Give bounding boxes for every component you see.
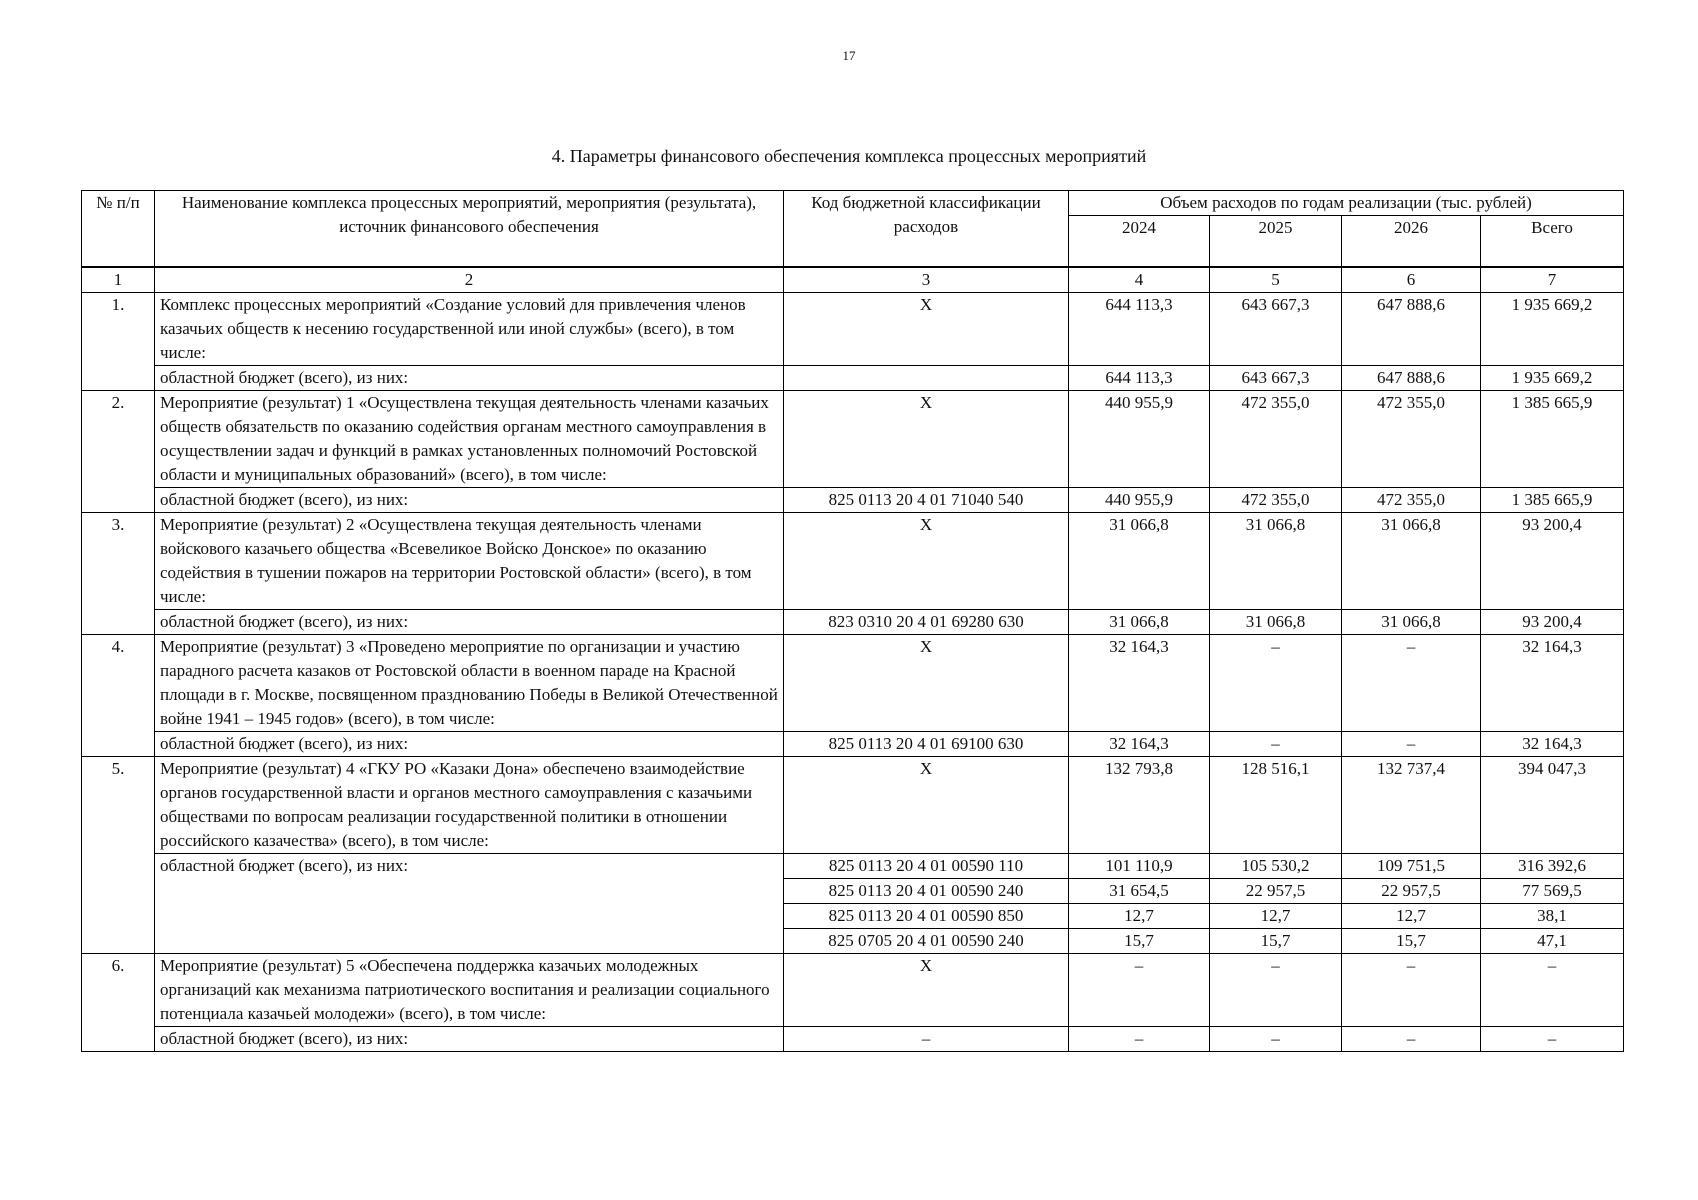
col-number: 6: [1342, 267, 1481, 293]
budget-total: 77 569,5: [1481, 878, 1624, 903]
budget-code: 825 0113 20 4 01 71040 540: [784, 487, 1069, 512]
budget-value-2026: –: [1342, 731, 1481, 756]
budget-value-2026: 647 888,6: [1342, 365, 1481, 390]
budget-value-2024: 644 113,3: [1069, 365, 1210, 390]
header-row: [82, 191, 1624, 216]
budget-total: –: [1481, 1026, 1624, 1051]
budget-source: областной бюджет (всего), из них:: [155, 487, 784, 512]
row-value-2026: –: [1342, 953, 1481, 1026]
row-total: –: [1481, 953, 1624, 1026]
budget-value-2025: 643 667,3: [1210, 365, 1342, 390]
table-row: [82, 634, 1624, 731]
row-value-2026: 31 066,8: [1342, 512, 1481, 609]
row-value-2024: 31 066,8: [1069, 512, 1210, 609]
row-value-2025: 643 667,3: [1210, 292, 1342, 365]
budget-row: [82, 731, 1624, 756]
header-year-2024: 2024: [1069, 216, 1210, 267]
row-value-2025: 472 355,0: [1210, 390, 1342, 487]
budget-value-2024: 12,7: [1069, 903, 1210, 928]
budget-row: [82, 487, 1624, 512]
row-name: Комплекс процессных мероприятий «Создание условий для привлечения членов казачьих обществ к несению государственной или иной службы» (всего), в том числе:: [155, 292, 784, 365]
budget-value-2026: 31 066,8: [1342, 609, 1481, 634]
row-name: Мероприятие (результат) 2 «Осуществлена текущая деятельность членами войскового казачьего общества «Всевеликое Войско Донское» по оказанию содействия в тушении пожаров на территории Ростовской области» (всего), в том числе:: [155, 512, 784, 609]
budget-row: [82, 1026, 1624, 1051]
table-row: [82, 512, 1624, 609]
budget-value-2025: 12,7: [1210, 903, 1342, 928]
row-value-2024: –: [1069, 953, 1210, 1026]
budget-source: областной бюджет (всего), из них:: [155, 609, 784, 634]
header-volume: Объем расходов по годам реализации (тыс. рублей): [1069, 191, 1624, 216]
budget-source: областной бюджет (всего), из них:: [155, 365, 784, 390]
table-row: [82, 756, 1624, 853]
row-value-2024: 644 113,3: [1069, 292, 1210, 365]
budget-code: [784, 365, 1069, 390]
budget-value-2026: 109 751,5: [1342, 853, 1481, 878]
row-code: Х: [784, 756, 1069, 853]
row-number: 5.: [82, 756, 155, 953]
budget-source: областной бюджет (всего), из них:: [155, 731, 784, 756]
header-year-2025: 2025: [1210, 216, 1342, 267]
header-code: Код бюджетной классификации расходов: [784, 191, 1069, 267]
budget-row: [82, 853, 1624, 878]
header-total: Всего: [1481, 216, 1624, 267]
row-name: Мероприятие (результат) 5 «Обеспечена поддержка казачьих молодежных организаций как механизма патриотического воспитания и реализации социального потенциала казачьей молодежи» (всего), в том числе:: [155, 953, 784, 1026]
budget-source: областной бюджет (всего), из них:: [155, 1026, 784, 1051]
budget-value-2024: 32 164,3: [1069, 731, 1210, 756]
page-number: 17: [842, 48, 856, 63]
budget-value-2026: 12,7: [1342, 903, 1481, 928]
budget-value-2024: 31 654,5: [1069, 878, 1210, 903]
col-number: 1: [82, 267, 155, 293]
budget-code: 825 0113 20 4 01 00590 110: [784, 853, 1069, 878]
row-number: 6.: [82, 953, 155, 1051]
budget-value-2025: 22 957,5: [1210, 878, 1342, 903]
budget-source: областной бюджет (всего), из них:: [155, 853, 784, 953]
column-number-row: [82, 267, 1624, 293]
col-number: 7: [1481, 267, 1624, 293]
budget-total: 93 200,4: [1481, 609, 1624, 634]
row-value-2024: 440 955,9: [1069, 390, 1210, 487]
col-number: 2: [155, 267, 784, 293]
budget-code: 825 0705 20 4 01 00590 240: [784, 928, 1069, 953]
row-name: Мероприятие (результат) 1 «Осуществлена текущая деятельность членами казачьих обществ обязательств по оказанию содействия органам местного самоуправления в осуществлении задач и функций в рамках установленных полномочий Ростовской области и муниципальных образований» (всего), в том числе:: [155, 390, 784, 487]
budget-row: [82, 365, 1624, 390]
financial-table: [81, 190, 1624, 1052]
row-value-2025: –: [1210, 953, 1342, 1026]
row-code: Х: [784, 292, 1069, 365]
table-row: [82, 390, 1624, 487]
budget-value-2024: 31 066,8: [1069, 609, 1210, 634]
budget-total: 1 385 665,9: [1481, 487, 1624, 512]
row-value-2026: 647 888,6: [1342, 292, 1481, 365]
header-year-2026: 2026: [1342, 216, 1481, 267]
budget-code: 825 0113 20 4 01 00590 850: [784, 903, 1069, 928]
row-number: 3.: [82, 512, 155, 634]
budget-value-2024: –: [1069, 1026, 1210, 1051]
budget-value-2025: 472 355,0: [1210, 487, 1342, 512]
budget-code: 823 0310 20 4 01 69280 630: [784, 609, 1069, 634]
row-value-2025: 31 066,8: [1210, 512, 1342, 609]
budget-total: 32 164,3: [1481, 731, 1624, 756]
row-code: Х: [784, 512, 1069, 609]
budget-value-2025: –: [1210, 731, 1342, 756]
row-code: Х: [784, 953, 1069, 1026]
row-value-2026: 132 737,4: [1342, 756, 1481, 853]
budget-value-2026: 472 355,0: [1342, 487, 1481, 512]
header-num: № п/п: [82, 191, 155, 267]
row-total: 394 047,3: [1481, 756, 1624, 853]
budget-value-2025: 15,7: [1210, 928, 1342, 953]
budget-value-2026: 15,7: [1342, 928, 1481, 953]
row-value-2025: –: [1210, 634, 1342, 731]
row-number: 2.: [82, 390, 155, 512]
row-value-2025: 128 516,1: [1210, 756, 1342, 853]
row-value-2026: –: [1342, 634, 1481, 731]
col-number: 3: [784, 267, 1069, 293]
row-total: 93 200,4: [1481, 512, 1624, 609]
header-name: Наименование комплекса процессных мероприятий, мероприятия (результата), источник финансового обеспечения: [155, 191, 784, 267]
budget-value-2024: 101 110,9: [1069, 853, 1210, 878]
table-body: [82, 191, 1624, 1052]
budget-value-2024: 15,7: [1069, 928, 1210, 953]
budget-value-2025: 105 530,2: [1210, 853, 1342, 878]
budget-value-2026: –: [1342, 1026, 1481, 1051]
col-number: 4: [1069, 267, 1210, 293]
budget-total: 316 392,6: [1481, 853, 1624, 878]
budget-total: 38,1: [1481, 903, 1624, 928]
budget-code: 825 0113 20 4 01 00590 240: [784, 878, 1069, 903]
budget-total: 47,1: [1481, 928, 1624, 953]
row-total: 32 164,3: [1481, 634, 1624, 731]
row-total: 1 385 665,9: [1481, 390, 1624, 487]
page-title: 4. Параметры финансового обеспечения комплекса процессных мероприятий: [551, 146, 1147, 166]
row-code: Х: [784, 634, 1069, 731]
row-code: Х: [784, 390, 1069, 487]
table-row: [82, 953, 1624, 1026]
budget-value-2025: –: [1210, 1026, 1342, 1051]
budget-value-2026: 22 957,5: [1342, 878, 1481, 903]
table-row: [82, 292, 1624, 365]
row-number: 4.: [82, 634, 155, 756]
budget-value-2025: 31 066,8: [1210, 609, 1342, 634]
budget-total: 1 935 669,2: [1481, 365, 1624, 390]
row-name: Мероприятие (результат) 4 «ГКУ РО «Казаки Дона» обеспечено взаимодействие органов государственной власти и органов местного самоуправления с казачьими обществами по вопросам реализации государственной политики в отношении российского казачества» (всего), в том числе:: [155, 756, 784, 853]
row-name: Мероприятие (результат) 3 «Проведено мероприятие по организации и участию парадного расчета казаков от Ростовской области в военном параде на Красной площади в г. Москве, посвященном празднованию Победы в Великой Отечественной войне 1941 – 1945 годов» (всего), в том числе:: [155, 634, 784, 731]
row-value-2024: 132 793,8: [1069, 756, 1210, 853]
col-number: 5: [1210, 267, 1342, 293]
row-number: 1.: [82, 292, 155, 390]
row-total: 1 935 669,2: [1481, 292, 1624, 365]
budget-value-2024: 440 955,9: [1069, 487, 1210, 512]
row-value-2026: 472 355,0: [1342, 390, 1481, 487]
budget-code: –: [784, 1026, 1069, 1051]
row-value-2024: 32 164,3: [1069, 634, 1210, 731]
budget-row: [82, 609, 1624, 634]
budget-code: 825 0113 20 4 01 69100 630: [784, 731, 1069, 756]
